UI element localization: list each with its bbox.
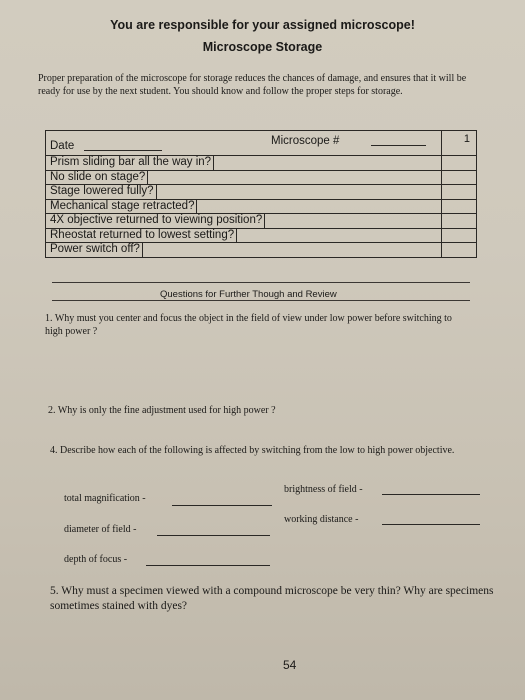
page-title: Microscope Storage [202,40,323,54]
checklist-item-label: Stage lowered fully? [46,185,157,199]
checklist-check-cell[interactable] [441,214,476,228]
checklist-item-label: Power switch off? [46,243,143,257]
section-heading: Questions for Further Though and Review [160,289,337,300]
checklist-row [46,156,476,171]
storage-checklist [45,130,477,258]
total-magnification-field[interactable] [172,505,272,506]
checklist-item-label: No slide on stage? [46,171,148,185]
checklist-row [46,171,476,186]
depth-of-focus-label: depth of focus - [64,554,128,565]
checklist-row [46,185,476,200]
working-distance-field[interactable] [382,524,480,525]
checklist-row [46,229,476,244]
diameter-label: diameter of field - [64,524,137,535]
microscope-number-value: 1 [463,133,470,145]
checklist-check-cell[interactable] [441,156,476,170]
checklist-item-label: Mechanical stage retracted? [46,200,197,214]
depth-of-focus-field[interactable] [146,565,270,566]
total-magnification-label: total magnification - [64,493,146,504]
question-5: 5. Why must a specimen viewed with a compound microscope be very thin? Why are specimens sometimes stained with dyes? [50,585,494,612]
checklist-item-label: 4X objective returned to viewing position? [46,214,265,228]
checklist-row [46,200,476,215]
divider-line [52,282,470,283]
checklist-check-cell[interactable] [441,171,476,185]
checklist-check-cell[interactable] [441,200,476,214]
checklist-row [46,214,476,229]
working-distance-label: working distance - [284,514,359,525]
checklist-row [46,243,476,257]
microscope-number-cell[interactable] [441,131,476,155]
question-4: 4. Describe how each of the following is affected by switching from the low to high power objective. [50,445,455,456]
microscope-number-label: Microscope # [271,135,340,147]
checklist-item-label: Prism sliding bar all the way in? [46,156,214,170]
brightness-field[interactable] [382,494,480,495]
checklist-header-row [46,131,476,156]
checklist-check-cell[interactable] [441,243,476,257]
brightness-label: brightness of field - [284,484,363,495]
checklist-check-cell[interactable] [441,229,476,243]
checklist-item-label: Rheostat returned to lowest setting? [46,229,237,243]
divider-line [52,300,470,301]
date-label: Date [50,140,75,152]
question-1: 1. Why must you center and focus the object in the field of view under low power before switching to high power ? [45,313,452,337]
microscope-number-field[interactable] [371,145,426,146]
diameter-field[interactable] [157,535,270,536]
page-number: 54 [283,658,297,672]
checklist-check-cell[interactable] [441,185,476,199]
intro-paragraph: Proper preparation of the microscope for storage reduces the chances of damage, and ensures that it will be ready for use by the next student. You should know and follow the proper steps for storage. [38,73,467,97]
date-field[interactable] [84,150,162,151]
question-2: 2. Why is only the fine adjustment used for high power ? [48,405,276,416]
responsibility-notice: You are responsible for your assigned microscope! [110,18,415,32]
